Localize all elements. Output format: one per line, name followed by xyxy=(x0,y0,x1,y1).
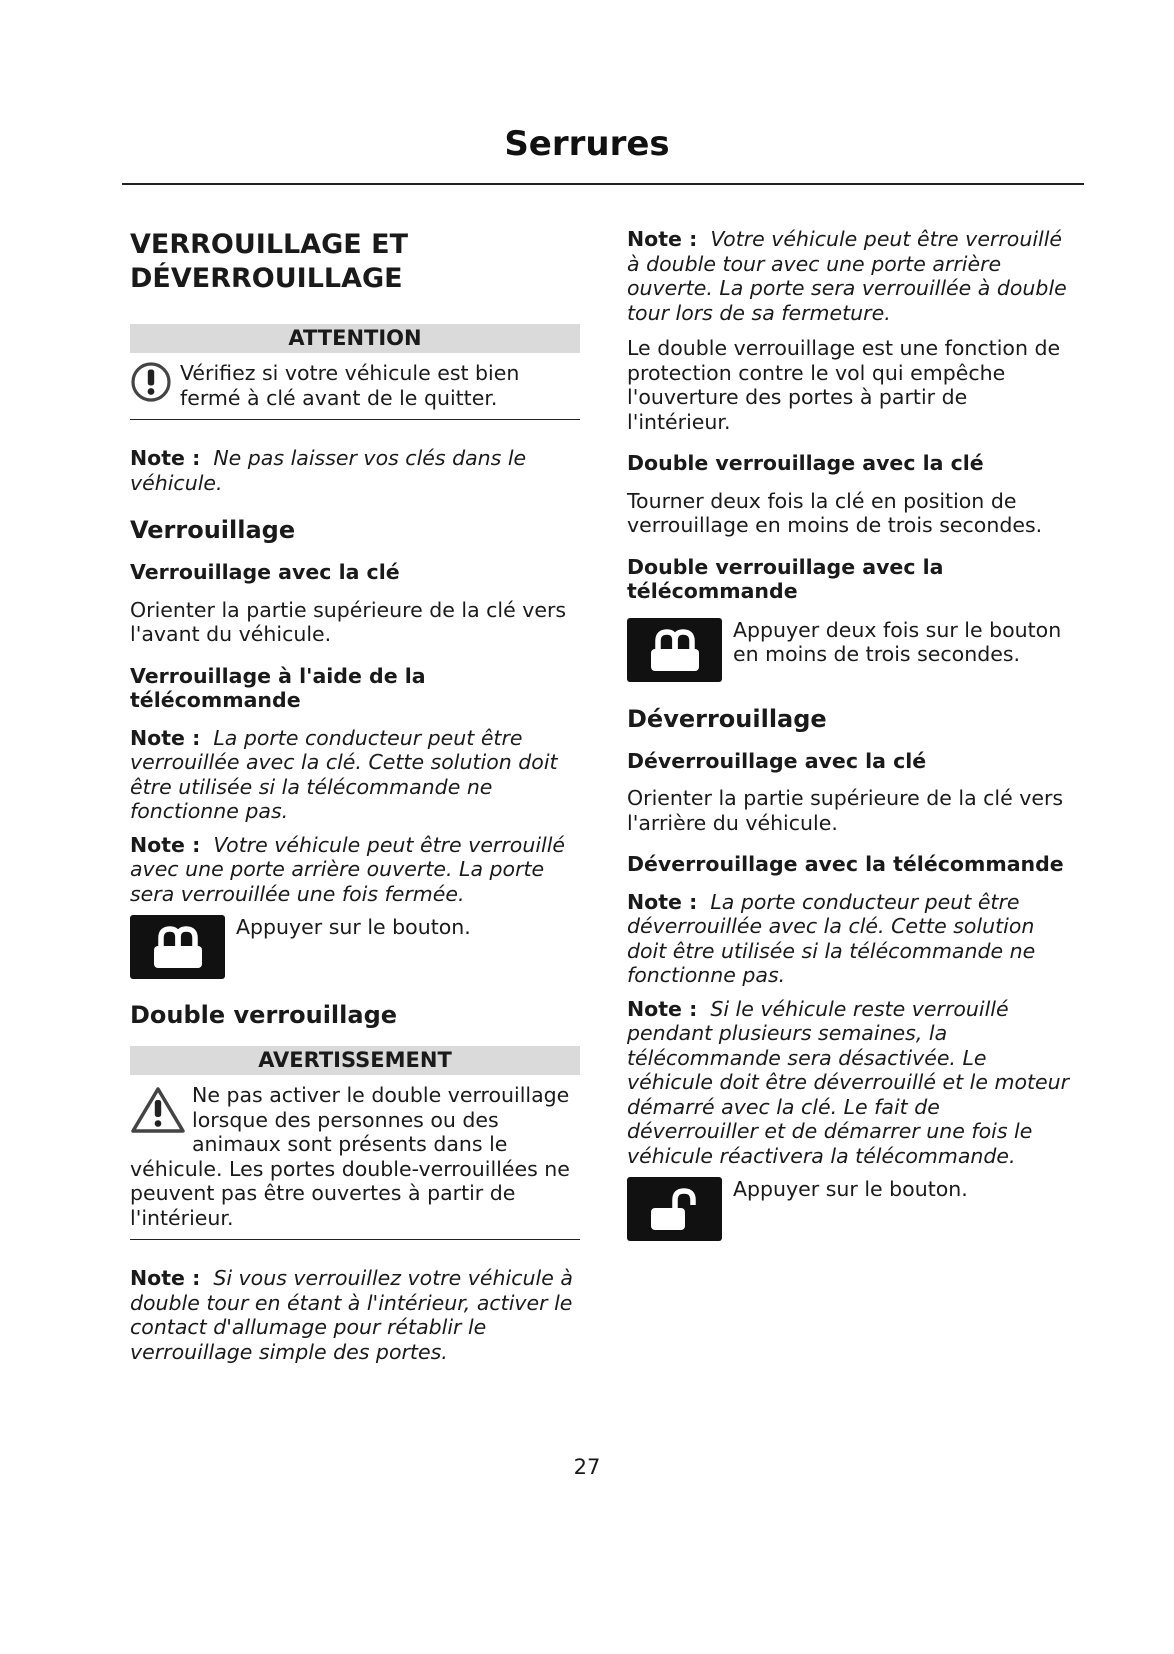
warning-banner: AVERTISSEMENT xyxy=(130,1046,580,1075)
note-text: Votre véhicule peut être verrouillé à double tour avec une porte arrière ouverte. La porte sera verrouillée à double tour lors de sa fermeture. xyxy=(627,227,1067,325)
warning-box xyxy=(130,1046,580,1240)
note-keys xyxy=(130,446,580,495)
note-double-lock-rear-door xyxy=(627,227,1077,325)
right-column xyxy=(627,228,1077,1241)
unlock-button-text: Appuyer sur le bouton. xyxy=(733,1177,968,1201)
note-label: Note : xyxy=(627,889,698,914)
lock-key-text: Orienter la partie supérieure de la clé vers l'avant du véhicule. xyxy=(130,597,567,646)
note-double-lock-inside xyxy=(130,1266,580,1364)
attention-text: Vérifiez si votre véhicule est bien fermé à clé avant de le quitter. xyxy=(180,361,520,410)
note-text: Si le véhicule reste verrouillé pendant plusieurs semaines, la télécommande sera désactivée. Le véhicule doit être déverrouillé et le moteur démarré avec la clé. Le fait de déverrouiller et de démarrer une fois le véhicule réactivera la télécommande. xyxy=(627,996,1070,1168)
lock-key-heading: Verrouillage avec la clé xyxy=(130,560,400,584)
unlock-remote-heading: Déverrouillage avec la télécommande xyxy=(627,852,1064,876)
note-label: Note : xyxy=(627,996,698,1021)
double-lock-key-heading: Double verrouillage avec la clé xyxy=(627,451,984,475)
note-label: Note : xyxy=(130,1266,201,1290)
note-text: Votre véhicule peut être verrouillé avec une porte arrière ouverte. La porte sera verrouillée une fois fermée. xyxy=(130,832,566,906)
note-lock-driver-door xyxy=(130,726,580,824)
padlock-closed-icon xyxy=(645,626,705,674)
double-lock-intro: Le double verrouillage est une fonction de protection contre le vol qui empêche l'ouverture des portes à partir de l'intérieur. xyxy=(627,336,1061,434)
unlock-key-text: Orienter la partie supérieure de la clé vers l'arrière du véhicule. xyxy=(627,786,1064,835)
section-title xyxy=(130,228,580,296)
title-divider xyxy=(122,183,1084,185)
note-lock-rear-door xyxy=(130,833,580,907)
double-lock-button-text: Appuyer deux fois sur le bouton en moins de trois secondes. xyxy=(733,617,1062,666)
attention-box xyxy=(130,324,580,420)
note-label: Note : xyxy=(627,227,698,251)
note-text: Si vous verrouillez votre véhicule à double tour en étant à l'intérieur, activer le contact d'allumage pour rétablir le verrouillage simple des portes. xyxy=(130,1266,573,1364)
section-title-line2: DÉVERROUILLAGE xyxy=(130,263,403,294)
note-unlock-driver-door xyxy=(627,890,1077,988)
note-remote-deactivated xyxy=(627,997,1077,1169)
padlock-closed-icon xyxy=(148,923,208,971)
note-text: Ne pas laisser vos clés dans le véhicule. xyxy=(130,446,527,495)
exclamation-circle-icon xyxy=(130,361,172,403)
lock-button-image xyxy=(130,915,225,979)
note-label: Note : xyxy=(130,446,201,470)
left-column xyxy=(130,228,580,1364)
double-lock-key-text: Tourner deux fois la clé en position de verrouillage en moins de trois secondes. xyxy=(627,488,1043,537)
note-text: La porte conducteur peut être verrouillée avec la clé. Cette solution doit être utilisée si la télécommande ne fonctionne pas. xyxy=(130,725,558,823)
double-lock-heading: Double verrouillage xyxy=(130,1001,398,1029)
lock-button-row xyxy=(130,915,580,979)
unlock-key-heading: Déverrouillage avec la clé xyxy=(627,748,927,773)
note-label: Note : xyxy=(130,832,201,857)
padlock-open-icon xyxy=(645,1185,705,1233)
deverrouillage-heading: Déverrouillage xyxy=(627,704,827,733)
verrouillage-heading: Verrouillage xyxy=(130,516,296,544)
page-number: 27 xyxy=(573,1455,601,1479)
lock-remote-heading: Verrouillage à l'aide de la télécommande xyxy=(130,663,426,712)
warning-triangle-icon xyxy=(130,1085,186,1135)
note-text: La porte conducteur peut être déverrouillée avec la clé. Cette solution doit être utilisée si la télécommande ne fonctionne pas. xyxy=(627,889,1036,987)
section-title-line1: VERROUILLAGE ET xyxy=(130,229,409,260)
note-label: Note : xyxy=(130,725,201,750)
double-lock-button-row xyxy=(627,618,1077,682)
double-lock-remote-heading: Double verrouillage avec la télécommande xyxy=(627,554,944,603)
attention-banner: ATTENTION xyxy=(130,324,580,353)
lock-button-text: Appuyer sur le bouton. xyxy=(236,915,471,939)
unlock-button-image xyxy=(627,1177,722,1241)
page-title: Serrures xyxy=(504,124,670,164)
warning-text: Ne pas activer le double verrouillage lorsque des personnes ou des animaux sont présents dans le véhicule. Les portes double-verrouillées ne peuvent pas être ouvertes à partir de l'intérieur. xyxy=(130,1083,570,1230)
unlock-button-row xyxy=(627,1177,1077,1241)
double-lock-button-image xyxy=(627,618,722,682)
